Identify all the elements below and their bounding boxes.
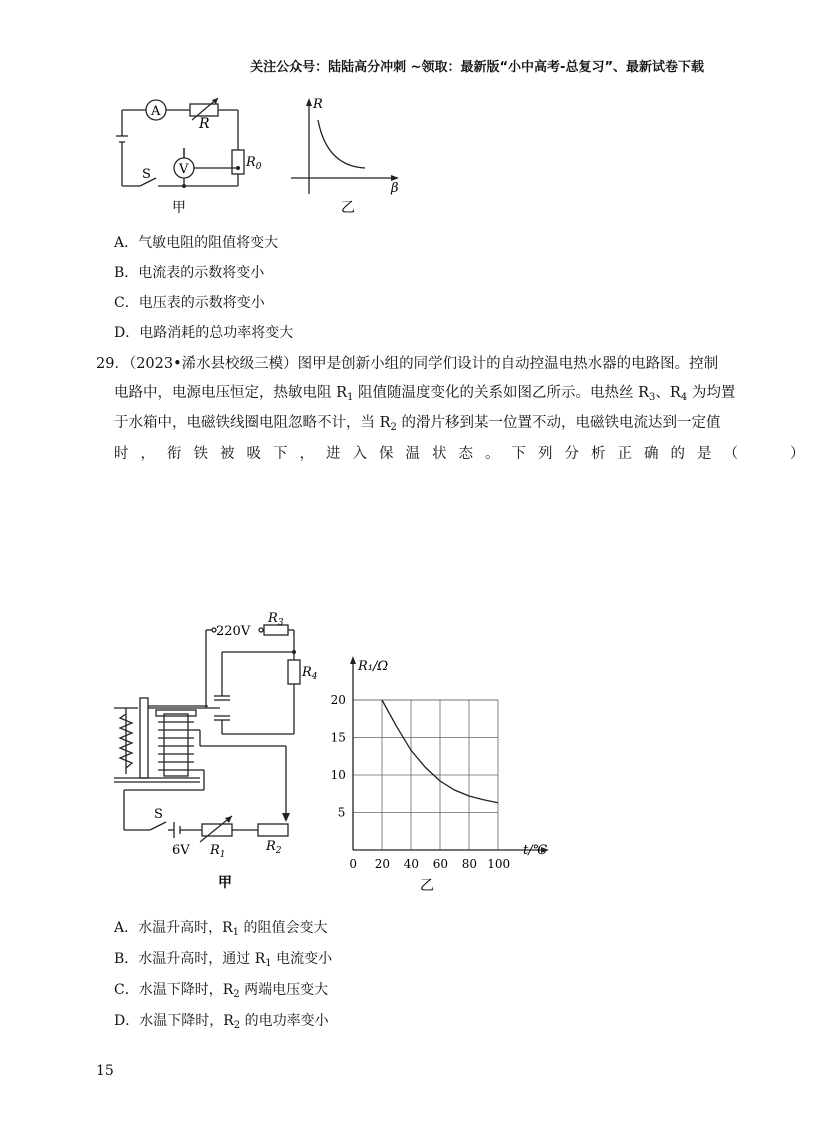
- resistor-r0-label: $R_0$: [246, 155, 262, 172]
- chart-x-tick-label: 0: [349, 857, 358, 871]
- r3-label: $R_3$: [268, 611, 284, 628]
- q29-stem-line4: 时，衔铁被吸下，进入保温状态。下列分析正确的是（ ）: [114, 446, 817, 462]
- q28-option-a[interactable]: A．气敏电阻的阻值将变大: [114, 235, 279, 251]
- q28-circuit-diagram: [100, 92, 260, 217]
- voltage-220-label: 220V: [216, 624, 251, 639]
- q29-stem-line3: 于水箱中，电磁铁线圈电阻忽略不计，当 $R_2$ 的滑片移到某一位置不动，电磁铁电流达到一定值: [114, 415, 721, 433]
- chart-y-tick-label: 10: [330, 768, 346, 782]
- resistor-r-label: R: [199, 116, 210, 132]
- chart-y-tick-label: 20: [330, 693, 346, 707]
- q28-r-beta-graph: [285, 92, 410, 217]
- fig-caption-jia: 甲: [172, 200, 186, 216]
- chart-y-axis-label: R₁/Ω: [358, 659, 389, 674]
- fig-caption-yi: 乙: [341, 200, 355, 216]
- voltmeter-label: V: [179, 162, 189, 177]
- battery-6v-label: 6V: [172, 843, 190, 858]
- graph-x-label: β: [391, 181, 399, 196]
- chart-x-axis-label: t/℃: [523, 843, 548, 858]
- q29-stem-line2: 电路中，电源电压恒定，热敏电阻 $R_1$ 阻值随温度变化的关系如图乙所示。电热丝 $R_3$、$R_4$ 为均置: [114, 385, 736, 403]
- graph-y-label: R: [313, 97, 323, 112]
- fig-caption-jia-2: 甲: [218, 875, 232, 891]
- chart-x-tick-label: 60: [432, 857, 449, 871]
- chart-y-tick-label: 5: [337, 805, 346, 820]
- r2-label: $R_2$: [266, 839, 282, 856]
- fig-caption-yi-2: 乙: [420, 878, 434, 894]
- switch-s-label: S: [154, 807, 163, 822]
- q28-option-d[interactable]: D．电路消耗的总功率将变大: [114, 325, 294, 341]
- page-number: 15: [96, 1063, 114, 1079]
- q29-option-d[interactable]: D．水温下降时，$R_2$ 的电功率变小: [114, 1013, 329, 1031]
- q29-r1-temperature-chart: [320, 650, 565, 895]
- r1-label: $R_1$: [210, 843, 226, 860]
- q29-control-circuit: [108, 610, 316, 895]
- q29-stem-line1: 29．（2023•浠水县校级三模）图甲是创新小组的同学们设计的自动控温电热水器的电路图。控制: [96, 356, 719, 372]
- chart-x-tick-label: 80: [461, 857, 478, 871]
- q29-option-a[interactable]: A．水温升高时，$R_1$ 的阻值会变大: [114, 920, 328, 938]
- q28-option-c[interactable]: C．电压表的示数将变小: [114, 295, 265, 311]
- chart-x-tick-label: 100: [487, 857, 511, 871]
- r4-label: $R_4$: [302, 665, 318, 682]
- page-header: 关注公众号：陆陆高分冲刺 ~领取：最新版“小中高考-总复习”、最新试卷下载: [250, 60, 704, 75]
- q29-option-b[interactable]: B．水温升高时，通过 $R_1$ 电流变小: [114, 951, 333, 969]
- chart-x-tick-label: 40: [403, 857, 420, 871]
- q28-option-b[interactable]: B．电流表的示数将变小: [114, 265, 265, 281]
- q29-option-c[interactable]: C．水温下降时，$R_2$ 两端电压变大: [114, 982, 329, 1000]
- chart-y-tick-label: 15: [330, 730, 346, 745]
- switch-label: S: [142, 167, 151, 182]
- ammeter-label: A: [151, 104, 161, 119]
- chart-x-tick-label: 20: [374, 857, 391, 871]
